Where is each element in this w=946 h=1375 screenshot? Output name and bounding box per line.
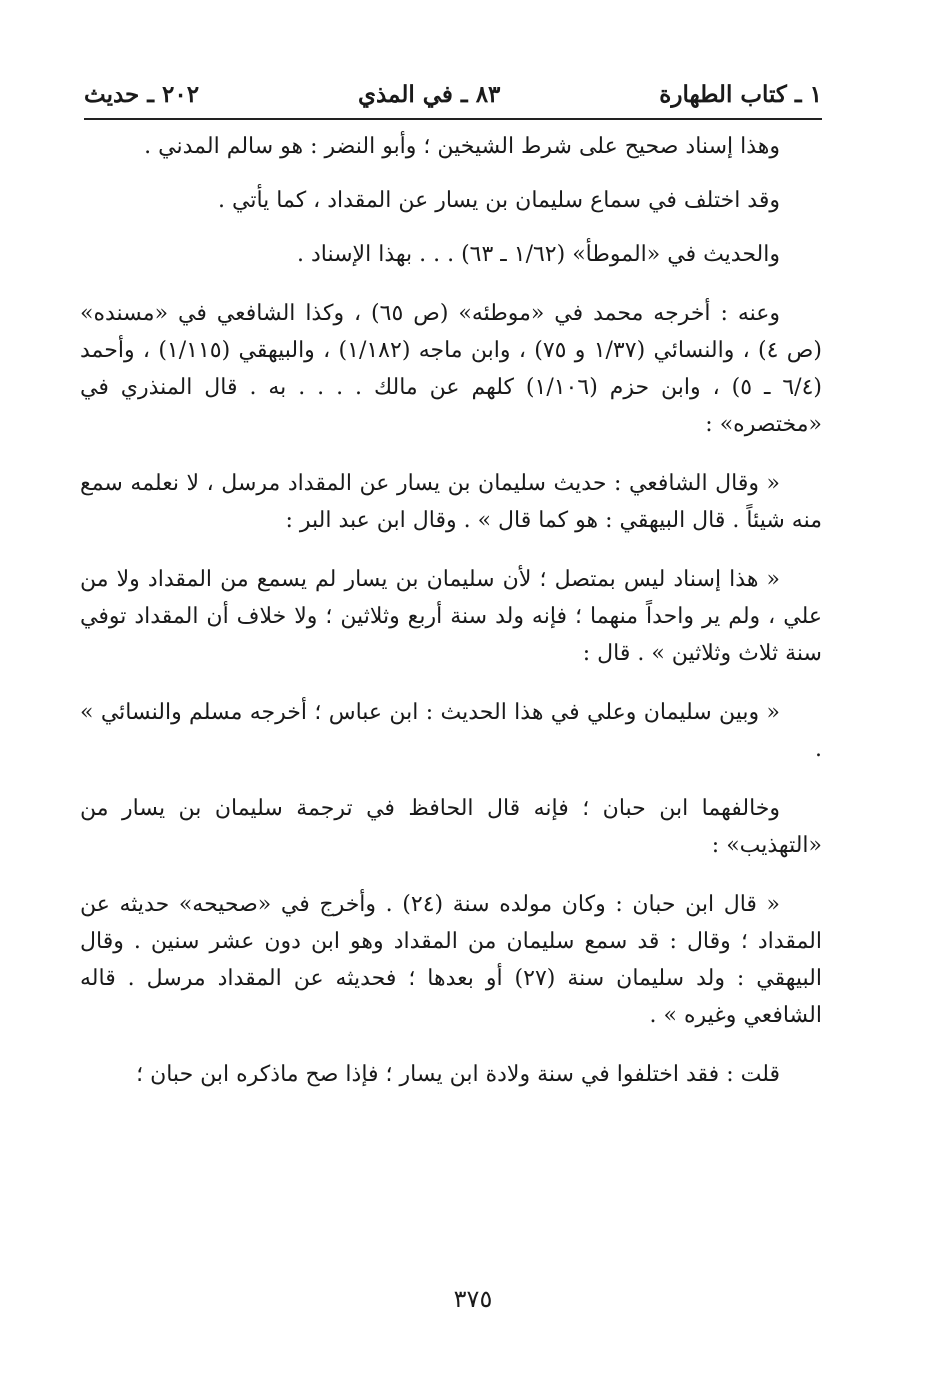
page-number: ٣٧٥: [453, 1285, 493, 1313]
paragraph-5: « وقال الشافعي : حديث سليمان بن يسار عن المقداد مرسل ، لا نعلمه سمع منه شيئاً . قال البيهقي : هو كما قال » . وقال ابن عبد البر :: [80, 471, 822, 533]
header-hadith-number: ٢٠٢ ـ حديث: [84, 80, 200, 108]
paragraph-10: قلت : فقد اختلفوا في سنة ولادة ابن يسار ؛ فإذا صح ماذكره ابن حبان ؛: [136, 1062, 780, 1087]
page-body: [80, 128, 822, 1093]
paragraph-2: وقد اختلف في سماع سليمان بن يسار عن المقداد ، كما يأتي .: [218, 188, 780, 213]
header-chapter-title: ٨٣ ـ في المذي: [357, 80, 501, 108]
paragraph-1: وهذا إسناد صحيح على شرط الشيخين ؛ وأبو النضر : هو سالم المدني .: [144, 134, 780, 159]
header-divider: [84, 118, 822, 120]
header-book-title: ١ ـ كتاب الطهارة: [659, 80, 822, 108]
paragraph-3: والحديث في «الموطأ» (١/٦٢ ـ ٦٣) . . . بهذا الإسناد .: [297, 242, 780, 267]
paragraph-7: « وبين سليمان وعلي في هذا الحديث : ابن عباس ؛ أخرجه مسلم والنسائي » .: [80, 700, 822, 762]
paragraph-9: « قال ابن حبان : وكان مولده سنة (٢٤) . وأخرج في «صحيحه» حديثه عن المقداد ؛ وقال : قد سمع سليمان من المقداد وهو ابن دون عشر سنين . وقال البيهقي : ولد سليمان سنة (٢٧) أو بعدها ؛ فحديثه عن المقداد مرسل . قاله الشافعي وغيره » .: [80, 892, 822, 1028]
paragraph-8: وخالفهما ابن حبان ؛ فإنه قال الحافظ في ترجمة سليمان بن يسار من «التهذيب» :: [80, 796, 822, 858]
paragraph-4: وعنه : أخرجه محمد في «موطئه» (ص ٦٥) ، وكذا الشافعي في «مسنده» (ص ٤) ، والنسائي (١/٣٧ و ٧٥) ، وابن ماجه (١/١٨٢) ، والبيهقي (١/١١٥) ، وأحمد (٦/٤ ـ ٥) ، وابن حزم (١/١٠٦) كلهم عن مالك . . . . به . قال المنذري في «مختصره» :: [80, 301, 822, 437]
running-header: [84, 74, 822, 114]
paragraph-6: « هذا إسناد ليس بمتصل ؛ لأن سليمان بن يسار لم يسمع من المقداد ولا من علي ، ولم ير واحداً منهما ؛ فإنه ولد سنة أربع وثلاثين ؛ ولا خلاف أن المقداد توفي سنة ثلاث وثلاثين » . قال :: [80, 567, 822, 666]
